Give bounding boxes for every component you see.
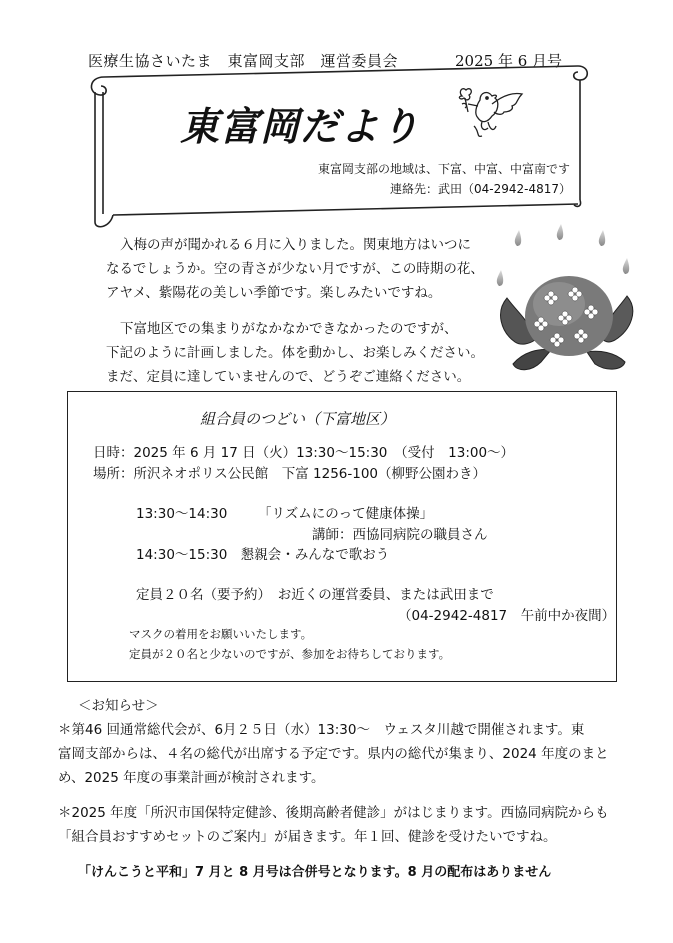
issue-date: 2025 年 6 月号 <box>455 52 563 70</box>
event-title: 組合員のつどい（下富地区） <box>200 410 396 428</box>
organization-name: 医療生協さいたま 東富岡支部 運営委員会 <box>88 52 399 70</box>
session1-title: 「リズムにのって健康体操」 <box>258 506 434 522</box>
event-place: 場所：所沢ネオポリス公民館 下富 1256-100（柳野公園わき） <box>93 466 487 482</box>
event-capacity: 定員２０名（要予約） お近くの運営委員、または武田まで <box>136 587 494 603</box>
intro-line-6: まだ、定員に達していませんので、どうぞご連絡ください。 <box>106 369 471 385</box>
intro-line-5: 下記のように計画しました。体を動かし、お楽しみください。 <box>106 345 484 361</box>
event-phone: （04-2942-4817 午前中か夜間） <box>398 608 616 624</box>
event-date: 日時：2025 年 6 月 17 日（火）13:30～15:30 （受付 13:00～） <box>93 445 515 461</box>
footer-note: 「けんこうと平和」7 月と 8 月号は合併号となります。8 月の配布はありません <box>78 865 552 880</box>
newsletter-title: 東富岡だより <box>180 105 421 150</box>
notice2-line-1: ＊2025 年度「所沢市国保特定健診、後期高齢者健診」がはじまります。西協同病院からも <box>58 805 609 821</box>
notices-heading: ＜お知らせ＞ <box>78 698 159 714</box>
notice1-line-2: 富岡支部からは、４名の総代が出席する予定です。県内の総代が集まり、2024 年度のまと <box>58 746 609 762</box>
hydrangea-icon <box>495 222 645 382</box>
session1-instructor: 講師：西協同病院の職員さん <box>312 527 488 543</box>
notice1-line-1: ＊第46 回通常総代会が、6月２５日（水）13:30～ ウェスタ川越で開催されます。東 <box>58 722 585 738</box>
mask-note: マスクの着用をお願いいたします。 <box>129 627 313 641</box>
session2: 14:30～15:30 懇親会・みんなで歌おう <box>136 547 390 563</box>
contact-info: 連絡先：武田（04-2942-4817） <box>390 182 572 196</box>
session1-time: 13:30～14:30 <box>136 506 228 522</box>
area-note: 東富岡支部の地域は、下富、中富、中富南です <box>318 162 571 176</box>
closing-note: 定員が２０名と少ないのですが、参加をお待ちしております。 <box>129 647 451 661</box>
notice2-line-2: 「組合員おすすめセットのご案内」が届きます。年１回、健診を受けたいですね。 <box>58 829 557 845</box>
intro-line-2: なるでしょうか。空の青さが少ない月ですが、この時期の花、 <box>106 261 484 277</box>
intro-line-1: 入梅の声が聞かれる６月に入りました。関東地方はいつに <box>120 237 471 253</box>
intro-line-3: アヤメ、紫陽花の美しい季節です。楽しみたいですね。 <box>106 285 442 301</box>
intro-line-4: 下富地区での集まりがなかなかできなかったのですが、 <box>120 321 458 337</box>
notice1-line-3: め、2025 年度の事業計画が検討されます。 <box>58 770 325 786</box>
bird-with-flower-icon <box>452 82 532 142</box>
